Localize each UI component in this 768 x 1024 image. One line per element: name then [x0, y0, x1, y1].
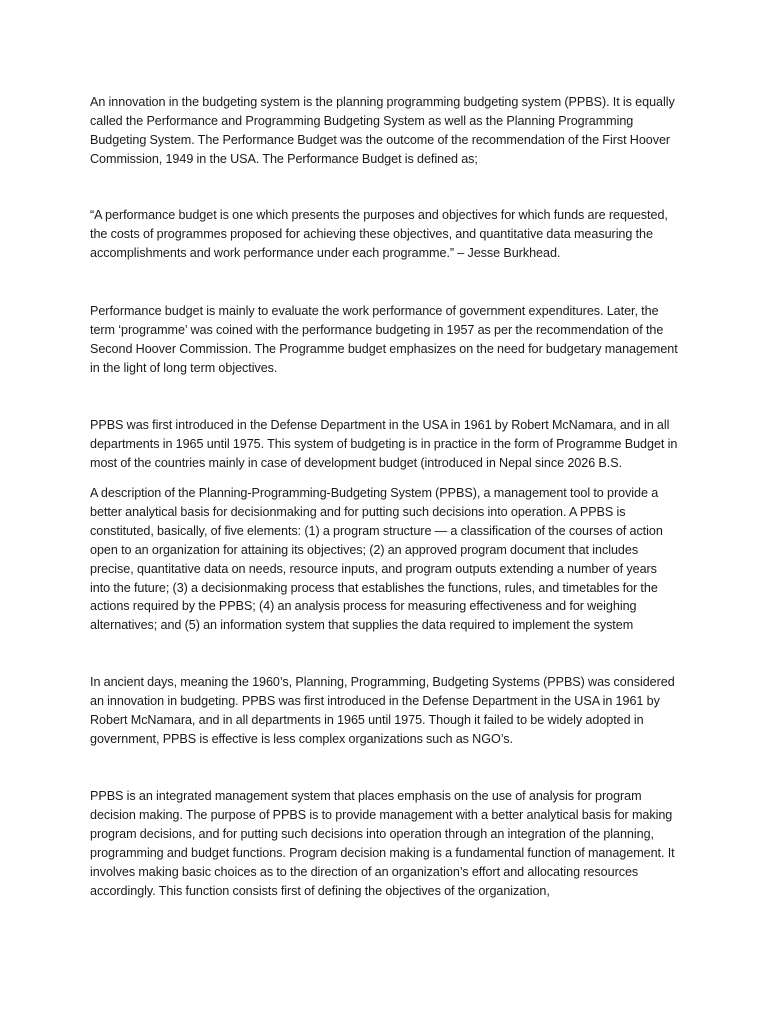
paragraph-ancient-days: In ancient days, meaning the 1960’s, Planning, Programming, Budgeting Systems (PPBS) was considered an innovation in budgeting. PPBS was first introduced in the Defense Department in the USA in 1961 by Robert McNamara, and in all departments in 1965 until 1975. Though it failed to be widely adopted in government, PPBS is effective is less complex organizations such as NGO’s. [90, 675, 675, 746]
paragraph-integrated-management: PPBS is an integrated management system that places emphasis on the use of analysis for program decision making. The purpose of PPBS is to provide management with a better analytical basis for making program decisions, and for putting such decisions into operation through an integration of the planning, programming and budget functions. Program decision making is a fundamental function of management. It involves making basic choices as to the direction of an organization’s effort and allocating resources accordingly. This function consists first of defining the objectives of the organization, [90, 789, 675, 898]
paragraph-burkhead-quote: “A performance budget is one which presents the purposes and objectives for which funds are requested, the costs of programmes proposed for achieving these objectives, and quantitative data measuring the accomplishments and work performance under each programme.” – Jesse Burkhead. [90, 208, 668, 260]
paragraph-ppbs-history: PPBS was first introduced in the Defense Department in the USA in 1961 by Robert McNamara, and in all departments in 1965 until 1975. This system of budgeting is in practice in the form of Programme Budget in most of the countries mainly in case of development budget (introduced in Nepal since 2026 B.S. [90, 418, 678, 470]
paragraph-ppbs-intro: An innovation in the budgeting system is the planning programming budgeting system (PPBS). It is equally called the Performance and Programming Budgeting System as well as the Planning Programming Budgeting System. The Performance Budget was the outcome of the recommendation of the First Hoover Commission, 1949 in the USA. The Performance Budget is defined as; [90, 95, 675, 166]
paragraph-performance-budget: Performance budget is mainly to evaluate the work performance of government expenditures. Later, the term ‘programme’ was coined with the performance budgeting in 1957 as per the recommendation of the Second Hoover Commission. The Programme budget emphasizes on the need for budgetary management in the light of long term objectives. [90, 304, 678, 375]
paragraph-ppbs-description: A description of the Planning-Programming-Budgeting System (PPBS), a management tool to provide a better analytical basis for decisionmaking and for putting such decisions into operation. A PPBS is constituted, basically, of five elements: (1) a program structure — a classification of the courses of action open to an organization for attaining its objectives; (2) an approved program document that includes precise, quantitative data on needs, resource inputs, and program outputs extending a number of years into the future; (3) a decisionmaking process that establishes the functions, rules, and timetables for the actions required by the PPBS; (4) an analysis process for measuring effectiveness and for weighing alternatives; and (5) an information system that supplies the data required to implement the system [90, 486, 663, 633]
